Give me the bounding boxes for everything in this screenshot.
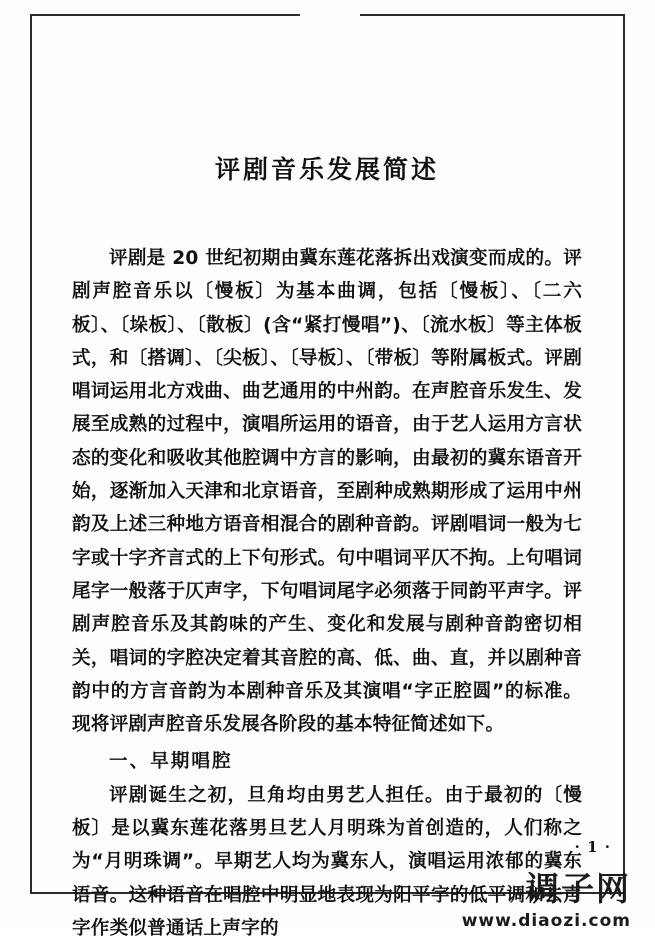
section-heading: 一、早期唱腔 xyxy=(109,751,233,773)
watermark-title: 调子网 xyxy=(526,869,631,908)
page-border-top-gap xyxy=(300,12,360,19)
watermark xyxy=(391,870,631,932)
page-content xyxy=(72,150,582,945)
page-border-left xyxy=(30,14,32,894)
body-paragraph: 评剧是 20 世纪初期由冀东莲花落拆出戏演变而成的。评剧声腔音乐以〔慢板〕为基本曲调，包括〔慢板〕、〔二六板〕、〔垛板〕、〔散板〕(含“紧打慢唱”)、〔流水板〕等主体板式，和〔搭调〕、〔尖板〕、〔导板〕、〔带板〕等附属板式。评剧唱词运用北方戏曲、曲艺通用的中州韵。在声腔音乐发生、发展至成熟的过程中，演唱所运用的语音，由于艺人运用方言状态的变化和吸收其他腔调中方言的影响，由最初的冀东语音开始，逐渐加入天津和北京语音，至剧种成熟期形成了运用中州韵及上述三种地方语音相混合的剧种音韵。评剧唱词一般为七字或十字齐言式的上下句形式。句中唱词平仄不拘。上句唱词尾字一般落于仄声字，下句唱词尾字必须落于同韵平声字。评剧声腔音乐及其韵味的产生、变化和发展与剧种音韵密切相关，唱词的字腔决定着其音腔的高、低、曲、直，并以剧种音韵中的方言音韵为本剧种音乐及其演唱“字正腔圆”的标准。现将评剧声腔音乐发展各阶段的基本特征简述如下。 xyxy=(72,248,582,736)
page-number: · 1 · xyxy=(574,838,611,856)
page-title: 评剧音乐发展简述 xyxy=(214,155,439,184)
watermark-url: www.diaozi.com xyxy=(461,911,631,931)
page-border-right xyxy=(623,14,625,894)
section-paragraph: 评剧诞生之初，旦角均由男艺人担任。由于最初的〔慢板〕是以冀东莲花落男旦艺人月明珠为首创造的，人们称之为“月明珠调”。早期艺人均为冀东人，演唱运用浓郁的冀东语音。这种语音在唱腔中明显地表现为阳平字的低平调和去声字作类似普通话上声字的 xyxy=(72,784,582,939)
